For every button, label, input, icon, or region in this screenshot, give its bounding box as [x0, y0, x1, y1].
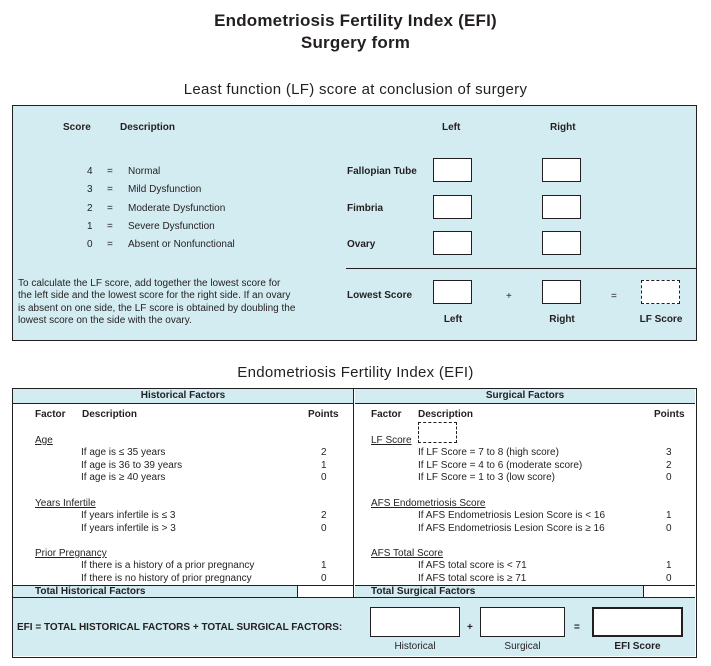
score-value: 0 — [87, 239, 93, 250]
fallopian-tube-right-input[interactable] — [542, 158, 581, 182]
factor-description: If AFS total score is < 71 — [418, 560, 527, 571]
left-column-header: Left — [442, 122, 461, 133]
equals-sign: = — [107, 166, 113, 177]
lf-score-panel — [12, 105, 697, 341]
score-description: Moderate Dysfunction — [128, 203, 226, 214]
surgical-factor-col: Factor — [371, 409, 402, 420]
total-historical-label: Total Historical Factors — [13, 585, 298, 598]
factor-description: If years infertile is > 3 — [81, 523, 176, 534]
instruction-line: lowest score on the side with the ovary. — [18, 315, 192, 326]
ovary-left-input[interactable] — [433, 231, 472, 255]
factor-points: 0 — [321, 523, 327, 534]
lowest-left-input[interactable] — [433, 280, 472, 304]
efi-score-caption: EFI Score — [614, 641, 661, 652]
score-value: 4 — [87, 166, 93, 177]
factor-points: 2 — [666, 460, 672, 471]
factor-points: 1 — [666, 510, 672, 521]
factor-points: 0 — [666, 573, 672, 584]
factor-points: 2 — [321, 510, 327, 521]
efi-formula: EFI = TOTAL HISTORICAL FACTORS + TOTAL SURGICAL FACTORS: — [17, 622, 343, 633]
score-value: 1 — [87, 221, 93, 232]
factor-description: If years infertile is ≤ 3 — [81, 510, 176, 521]
description-column-header: Description — [120, 122, 176, 133]
factor-points: 2 — [321, 447, 327, 458]
factor-description: If LF Score = 1 to 3 (low score) — [418, 472, 555, 483]
lf-section-title: Least function (LF) score at conclusion of surgery — [183, 81, 528, 98]
factor-points: 0 — [666, 523, 672, 534]
fimbria-left-input[interactable] — [433, 195, 472, 219]
surgical-caption: Surgical — [504, 641, 541, 652]
form-subtitle: Surgery form — [300, 33, 411, 52]
factor-points: 1 — [321, 460, 327, 471]
surgical-description-col: Description — [418, 409, 474, 420]
factor-description: If age is ≤ 35 years — [81, 447, 166, 458]
factor-description: If age is 36 to 39 years — [81, 460, 183, 471]
right-column-header: Right — [550, 122, 576, 133]
lowest-score-label: Lowest Score — [347, 290, 413, 301]
instruction-line: the left side and the lowest score for the right side. If an ovary — [18, 290, 291, 301]
form-title: Endometriosis Fertility Index (EFI) — [214, 11, 497, 30]
score-column-header: Score — [63, 122, 91, 133]
efi-score-output[interactable] — [592, 607, 683, 637]
historical-description-col: Description — [82, 409, 138, 420]
factor-description: If age is ≥ 40 years — [81, 472, 166, 483]
equals-sign: = — [611, 291, 617, 302]
lf-score-factor: LF Score — [371, 435, 412, 446]
prior-pregnancy-factor: Prior Pregnancy — [35, 548, 107, 559]
equals-sign: = — [107, 203, 113, 214]
instruction-line: is absent on one side, the LF score is obtained by doubling the — [18, 303, 296, 314]
efi-formula-band — [13, 597, 695, 656]
plus-sign: + — [467, 622, 473, 633]
total-surgical-label: Total Surgical Factors — [355, 585, 644, 598]
age-factor: Age — [35, 435, 53, 446]
left-caption: Left — [443, 314, 463, 325]
factor-points: 1 — [321, 560, 327, 571]
lf-divider — [346, 268, 696, 269]
equals-sign: = — [107, 239, 113, 250]
instruction-line: To calculate the LF score, add together the lowest score for — [18, 278, 281, 289]
factor-description: If AFS Endometriosis Lesion Score is < 16 — [418, 510, 606, 521]
factor-points: 0 — [321, 472, 327, 483]
factor-points: 1 — [666, 560, 672, 571]
score-description: Normal — [128, 166, 161, 177]
factor-description: If there is a history of a prior pregnancy — [81, 560, 255, 571]
lf-score-entry[interactable] — [418, 422, 457, 443]
fallopian-tube-left-input[interactable] — [433, 158, 472, 182]
factor-description: If LF Score = 4 to 6 (moderate score) — [418, 460, 583, 471]
fimbria-right-input[interactable] — [542, 195, 581, 219]
score-value: 3 — [87, 184, 93, 195]
afs-total-factor: AFS Total Score — [371, 548, 444, 559]
score-description: Absent or Nonfunctional — [128, 239, 235, 250]
afs-endometriosis-factor: AFS Endometriosis Score — [371, 498, 486, 509]
surgical-total-input[interactable] — [480, 607, 565, 637]
ovary-label: Ovary — [347, 239, 376, 250]
historical-factor-col: Factor — [35, 409, 66, 420]
lf-score-caption: LF Score — [639, 314, 683, 325]
historical-factors-header: Historical Factors — [13, 389, 353, 404]
factor-points: 0 — [666, 472, 672, 483]
factor-description: If LF Score = 7 to 8 (high score) — [418, 447, 559, 458]
surgical-points-col: Points — [654, 409, 685, 420]
historical-points-col: Points — [308, 409, 339, 420]
historical-total-input[interactable] — [370, 607, 460, 637]
score-description: Mild Dysfunction — [128, 184, 202, 195]
factor-description: If AFS Endometriosis Lesion Score is ≥ 16 — [418, 523, 605, 534]
ovary-right-input[interactable] — [542, 231, 581, 255]
fimbria-label: Fimbria — [347, 203, 384, 214]
equals-sign: = — [107, 184, 113, 195]
years-infertile-factor: Years Infertile — [35, 498, 96, 509]
efi-table — [12, 388, 697, 658]
equals-sign: = — [107, 221, 113, 232]
plus-sign: + — [506, 291, 512, 302]
equals-sign: = — [574, 622, 580, 633]
factor-description: If there is no history of prior pregnancy — [81, 573, 252, 584]
factor-points: 0 — [321, 573, 327, 584]
fallopian-tube-label: Fallopian Tube — [347, 166, 417, 177]
factor-description: If AFS total score is ≥ 71 — [418, 573, 527, 584]
historical-caption: Historical — [394, 641, 436, 652]
efi-section-title: Endometriosis Fertility Index (EFI) — [237, 364, 474, 381]
score-description: Severe Dysfunction — [128, 221, 215, 232]
surgical-factors-header: Surgical Factors — [355, 389, 695, 404]
lf-score-output[interactable] — [641, 280, 680, 304]
column-divider — [353, 389, 354, 597]
score-value: 2 — [87, 203, 93, 214]
right-caption: Right — [549, 314, 575, 325]
factor-points: 3 — [666, 447, 672, 458]
lowest-right-input[interactable] — [542, 280, 581, 304]
